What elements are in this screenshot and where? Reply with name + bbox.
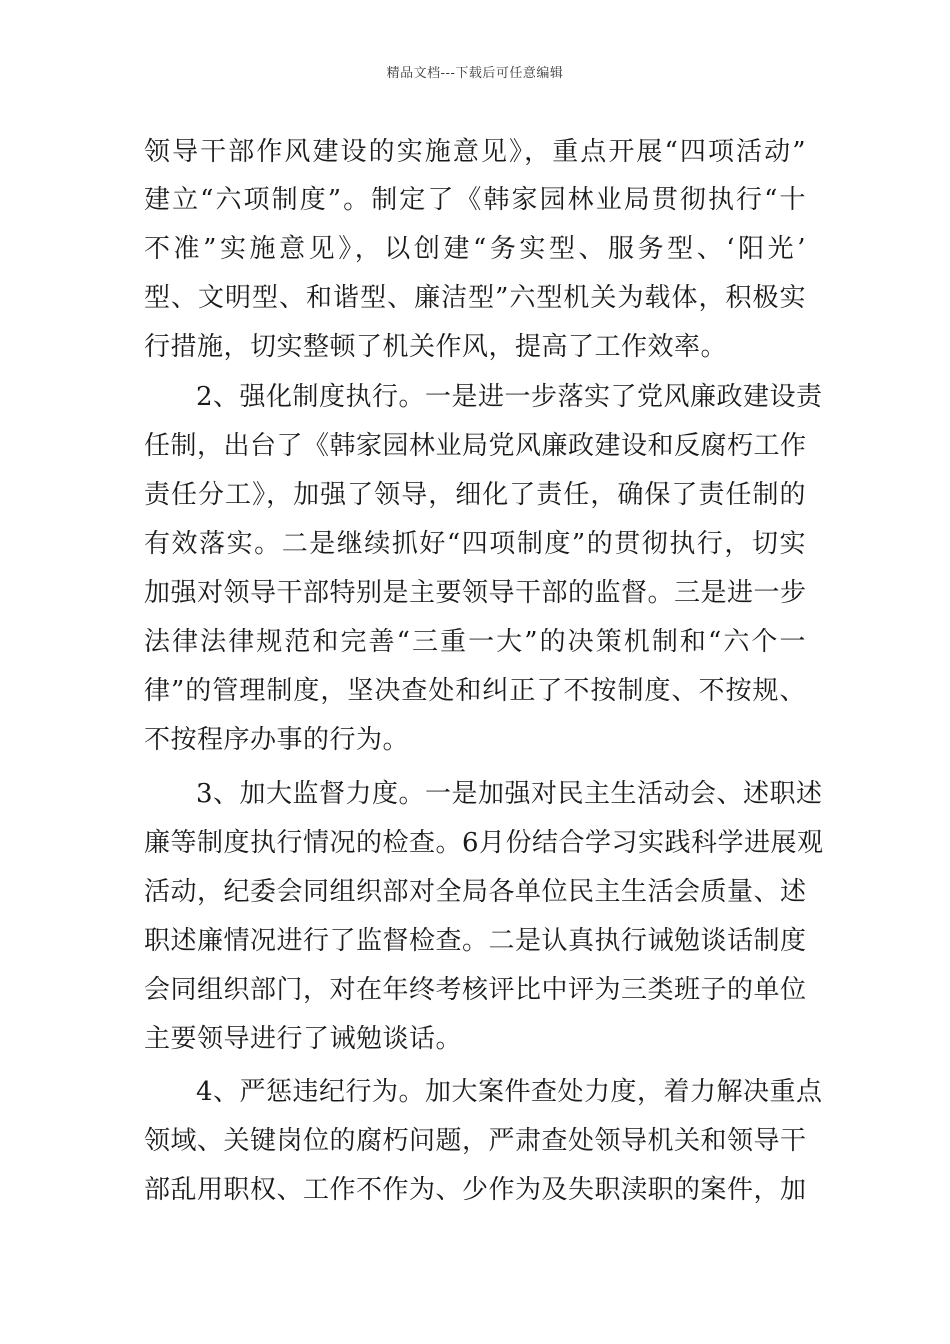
- page-header: 精品文档---下载后可任意编辑: [386, 66, 564, 81]
- text-line: 会同组织部门，对在年终考核评比中评为三类班子的单位: [144, 975, 807, 1005]
- text-line: 廉等制度执行情况的检查。6月份结合学习实践科学进展观: [144, 828, 824, 858]
- text-line: 加强对领导干部特别是主要领导干部的监督。三是进一步: [144, 578, 807, 608]
- text-line: 不准”实施意见》，以创建“务实型、服务型、‘阳光’: [144, 234, 806, 264]
- text-line: 部乱用职权、工作不作为、少作为及失职渎职的案件，加: [144, 1175, 807, 1205]
- paragraph-first-line: 2、强化制度执行。一是进一步落实了党风廉政建设责: [196, 382, 823, 412]
- paragraph-first-line: 4、严惩违纪行为。加大案件查处力度，着力解决重点: [196, 1077, 823, 1107]
- text-line: 行措施，切实整顿了机关作风，提高了工作效率。: [144, 332, 728, 362]
- text-line: 不按程序办事的行为。: [144, 725, 410, 755]
- text-line: 领域、关键岗位的腐朽问题，严肃查处领导机关和领导干: [144, 1126, 807, 1156]
- text-line: 法律法律规范和完善“三重一大”的决策机制和“六个一: [144, 627, 806, 657]
- text-line: 任制，出台了《韩家园林业局党风廉政建设和反腐朽工作: [144, 431, 807, 461]
- text-line: 责任分工》，加强了领导，细化了责任，确保了责任制的: [144, 480, 806, 510]
- text-line: 主要领导进行了诫勉谈话。: [144, 1024, 463, 1054]
- text-line: 建立“六项制度”。制定了《韩家园林业局贯彻执行“十: [144, 185, 806, 215]
- text-line: 有效落实。二是继续抓好“四项制度”的贯彻执行，切实: [144, 529, 806, 559]
- text-line: 型、文明型、和谐型、廉洁型”六型机关为载体，积极实: [144, 283, 806, 313]
- text-line: 领导干部作风建设的实施意见》，重点开展“四项活动”: [144, 137, 806, 167]
- paragraph-first-line: 3、加大监督力度。一是加强对民主生活动会、述职述: [196, 779, 823, 809]
- text-line: 职述廉情况进行了监督检查。二是认真执行诫勉谈话制度: [144, 926, 807, 956]
- text-line: 律”的管理制度，坚决查处和纠正了不按制度、不按规、: [144, 676, 806, 706]
- text-line: 活动，纪委会同组织部对全局各单位民主生活会质量、述: [144, 877, 807, 907]
